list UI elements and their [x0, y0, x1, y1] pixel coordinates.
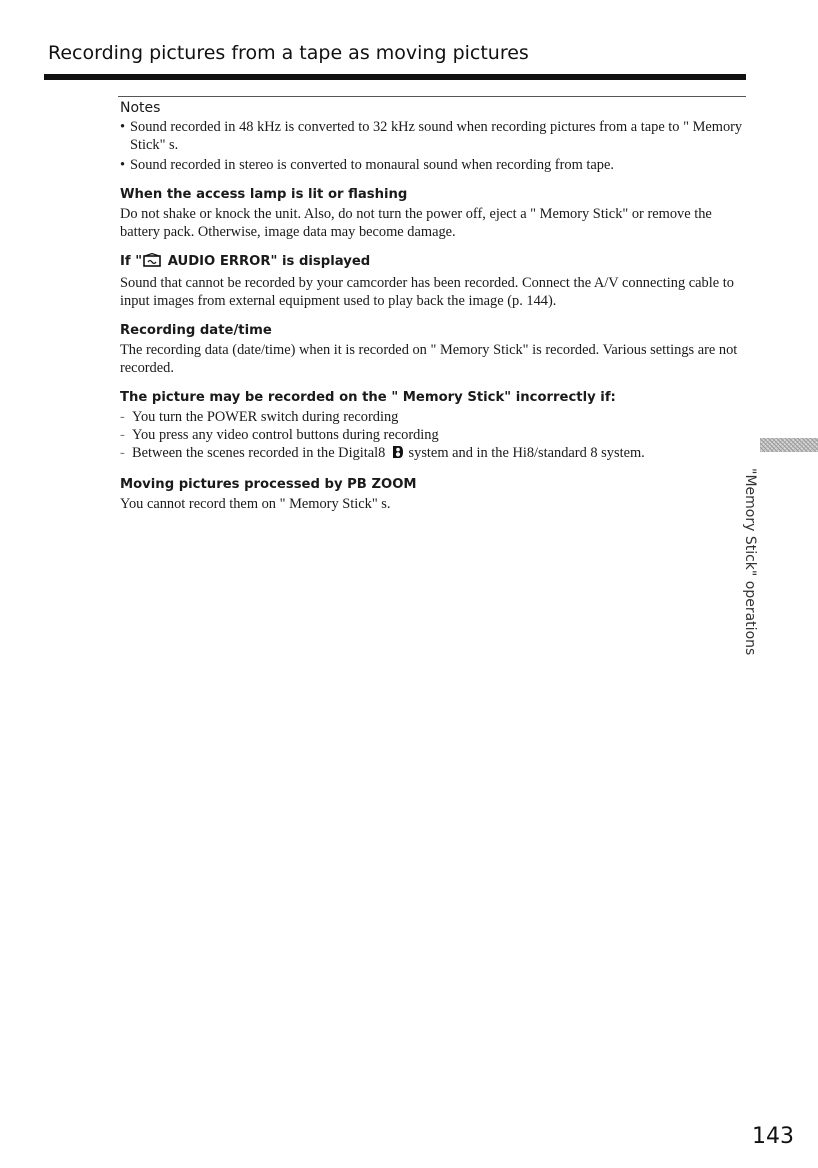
list-item	[120, 444, 746, 464]
list-item	[120, 426, 746, 444]
dash-icon: -	[120, 445, 125, 461]
list-item	[120, 118, 746, 154]
section-audio-error	[120, 253, 746, 310]
heading-suffix: AUDIO ERROR" is displayed	[163, 254, 371, 269]
section-tab-marker	[760, 438, 818, 452]
section-heading: When the access lamp is lit or flashing	[120, 187, 408, 202]
bullet-icon: •	[120, 119, 126, 135]
note-text: Sound recorded in 48 kHz is converted to 32 kHz sound when recording pictures from a tape to " Memory Stick" s.	[130, 119, 743, 153]
section-body: The recording data (date/time) when it is recorded on " Memory Stick" is recorded. Various settings are not recorded.	[120, 342, 738, 376]
item-text-after: system and in the Hi8/standard 8 system.	[404, 445, 645, 461]
side-tab-label: "Memory Stick" operations	[742, 468, 758, 656]
tape-audio-icon	[143, 253, 161, 273]
side-tab	[738, 468, 778, 656]
section-access-lamp	[120, 186, 746, 241]
notes-label: Notes	[120, 100, 161, 116]
section-heading	[120, 253, 746, 273]
section-body: Do not shake or knock the unit. Also, do not turn the power off, eject a " Memory Stick" or remove the battery pack. Otherwise, image data may become damage.	[120, 206, 712, 240]
section-heading: The picture may be recorded on the " Memory Stick" incorrectly if:	[120, 390, 616, 405]
page-number: 143	[752, 1124, 794, 1149]
notes-list	[120, 118, 746, 174]
section-pb-zoom	[120, 476, 746, 513]
section-incorrect-recording	[120, 389, 746, 464]
section-heading: Recording date/time	[120, 323, 272, 338]
item-text: You press any video control buttons during recording	[132, 427, 439, 443]
note-text: Sound recorded in stereo is converted to monaural sound when recording from tape.	[130, 157, 614, 173]
page-title: Recording pictures from a tape as moving pictures	[48, 42, 529, 64]
bullet-icon: •	[120, 157, 126, 173]
section-date-time	[120, 322, 746, 377]
item-text-before: Between the scenes recorded in the Digital8	[132, 445, 389, 461]
notes-rule	[118, 96, 746, 97]
dash-icon: -	[120, 427, 125, 443]
heading-prefix: If "	[120, 254, 143, 269]
section-heading: Moving pictures processed by PB ZOOM	[120, 477, 417, 492]
title-rule	[44, 74, 746, 80]
digital8-mark-icon	[392, 445, 404, 464]
list-item	[120, 408, 746, 426]
condition-list	[120, 408, 746, 464]
item-text: You turn the POWER switch during recording	[132, 409, 399, 425]
list-item	[120, 156, 746, 174]
section-body: Sound that cannot be recorded by your camcorder has been recorded. Connect the A/V connecting cable to input images from external equipment used to play back the image (p. 144).	[120, 275, 734, 309]
section-body: You cannot record them on " Memory Stick" s.	[120, 496, 391, 512]
content-area	[120, 100, 746, 525]
dash-icon: -	[120, 409, 125, 425]
